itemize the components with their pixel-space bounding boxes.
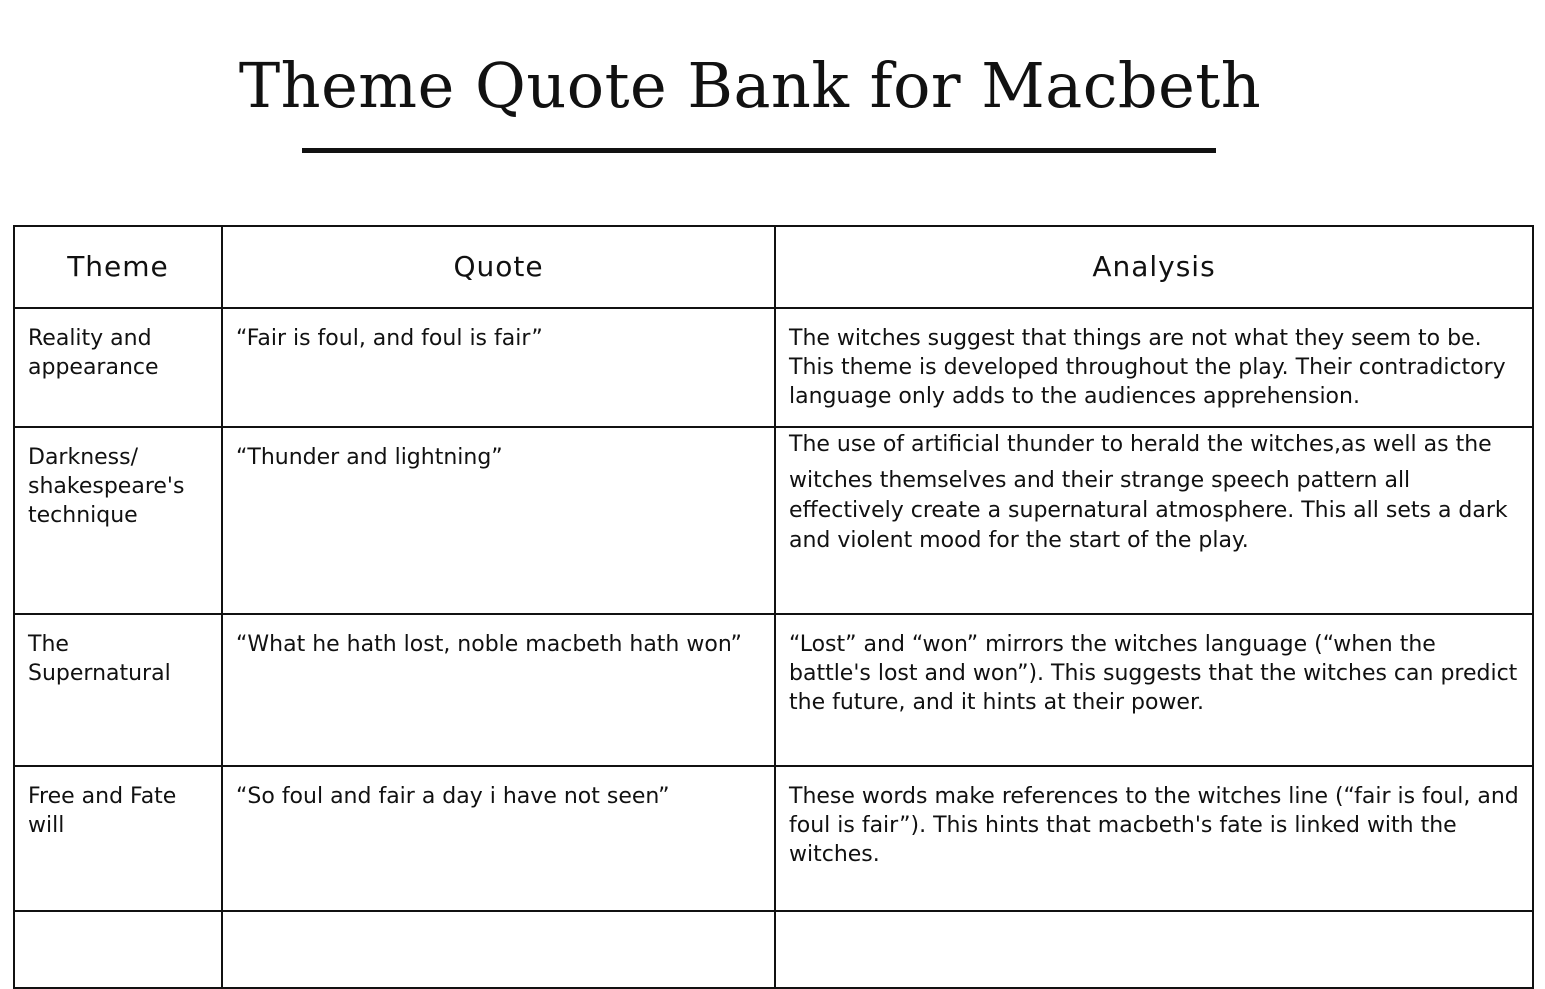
theme-cell: Free and Fate will [14, 766, 222, 911]
empty-cell [222, 911, 775, 988]
empty-cell [14, 911, 222, 988]
quote-cell: “Thunder and lightning” [222, 427, 775, 614]
quote-cell: “So foul and fair a day i have not seen” [222, 766, 775, 911]
theme-cell: Darkness/ shakespeare's technique [14, 427, 222, 614]
empty-cell [775, 911, 1533, 988]
header-analysis: Analysis [775, 226, 1533, 308]
table-header-row [14, 226, 1533, 308]
table-row [14, 427, 1533, 614]
analysis-cell [775, 427, 1533, 614]
analysis-cell: These words make references to the witches line (“fair is foul, and foul is fair”). This hints that macbeth's fate is linked with the witches. [775, 766, 1533, 911]
theme-quote-table [13, 225, 1534, 989]
theme-cell: Reality and appearance [14, 308, 222, 427]
table-row [14, 614, 1533, 766]
analysis-cell: The witches suggest that things are not what they seem to be. This theme is developed throughout the play. Their contradictory language only adds to the audiences apprehension. [775, 308, 1533, 427]
page-title: Theme Quote Bank for Macbeth [238, 49, 1262, 122]
table-row [14, 766, 1533, 911]
quote-cell: “What he hath lost, noble macbeth hath won” [222, 614, 775, 766]
table-row-partial [14, 911, 1533, 988]
table-row [14, 308, 1533, 427]
theme-cell: The Supernatural [14, 614, 222, 766]
analysis-cell: “Lost” and “won” mirrors the witches language (“when the battle's lost and won”). This suggests that the witches can predict the future, and it hints at their power. [775, 614, 1533, 766]
quote-cell: “Fair is foul, and foul is fair” [222, 308, 775, 427]
header-quote: Quote [222, 226, 775, 308]
analysis-lead-line: The use of artificial thunder to herald the witches,as well as the [789, 432, 1492, 457]
analysis-text: witches themselves and their strange speech pattern all effectively create a supernatural atmosphere. This all sets a dark and violent mood for the start of the play. [789, 468, 1508, 553]
title-underline [302, 148, 1216, 153]
header-theme: Theme [14, 226, 222, 308]
